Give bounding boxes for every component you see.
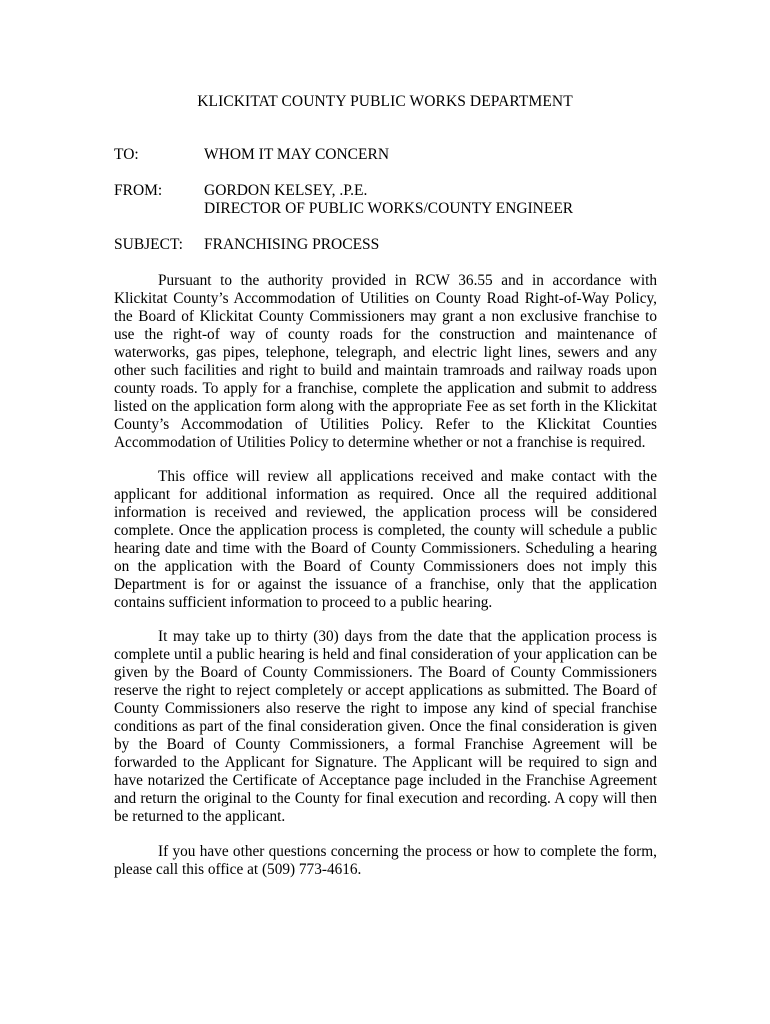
paragraph-contact: If you have other questions concerning the process or how to complete the form, please call this office at (509) 773-4616.	[114, 843, 657, 879]
from-title: DIRECTOR OF PUBLIC WORKS/COUNTY ENGINEER	[204, 200, 574, 217]
paragraph-timeline: It may take up to thirty (30) days from the date that the application process is complete until a public hearing is held and final consideration of your application can be given by the Board of County Commissioners. The Board of County Commissioners reserve the right to reject completely or accept applications as submitted. The Board of County Commissioners also reserve the right to impose any kind of special franchise conditions as part of the final consideration given. Once the final consideration is given by the Board of County Commissioners, a formal Franchise Agreement will be forwarded to the Applicant for Signature. The Applicant will be required to sign and have notarized the Certificate of Acceptance page included in the Franchise Agreement and return the original to the County for final execution and recording. A copy will then be returned to the applicant.	[114, 628, 657, 826]
to-value: WHOM IT MAY CONCERN	[204, 146, 390, 163]
paragraph-review: This office will review all applications received and make contact with the applicant for additional information as required. Once all the required additional information is received and reviewed, the application process will be considered complete. Once the application process is completed, the county will schedule a public hearing date and time with the Board of County Commissioners. Scheduling a hearing on the application with the Board of County Commissioners does not imply this Department is for or against the issuance of a franchise, only that the application contains sufficient information to proceed to a public hearing.	[114, 468, 657, 612]
to-label: TO:	[114, 146, 139, 163]
subject-label: SUBJECT:	[114, 236, 183, 253]
from-label: FROM:	[114, 182, 163, 199]
from-name: GORDON KELSEY, .P.E.	[204, 182, 368, 199]
subject-value: FRANCHISING PROCESS	[204, 236, 380, 253]
document-title: KLICKITAT COUNTY PUBLIC WORKS DEPARTMENT	[197, 93, 573, 110]
paragraph-authority: Pursuant to the authority provided in RCW 36.55 and in accordance with Klickitat County’s Accommodation of Utilities on County Road Right-of-Way Policy, the Board of Klickitat County Commissioners may grant a non exclusive franchise to use the right-of way of county roads for the construction and maintenance of waterworks, gas pipes, telephone, telegraph, and electric light lines, sewers and any other such facilities and right to build and maintain tramroads and railway roads upon county roads. To apply for a franchise, complete the application and submit to address listed on the application form along with the appropriate Fee as set forth in the Klickitat County’s Accommodation of Utilities Policy. Refer to the Klickitat Counties Accommodation of Utilities Policy to determine whether or not a franchise is required.	[114, 272, 657, 452]
